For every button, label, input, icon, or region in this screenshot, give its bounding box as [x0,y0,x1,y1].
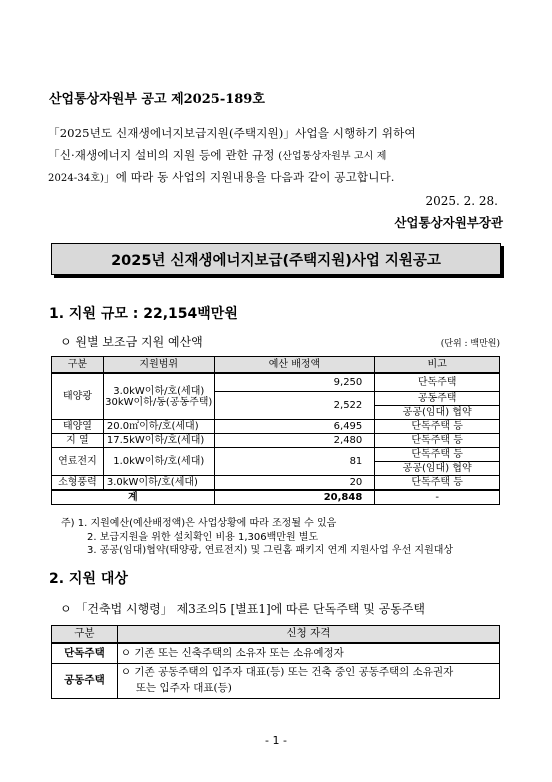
budget-table [51,356,500,505]
qualification-cell: ㅇ 기존 또는 신축주택의 소유자 또는 소유예정자 [117,643,499,664]
footnote-1: 주) 1. 지원예산(예산배정액)은 사업상황에 따라 조정될 수 있음 [61,518,337,529]
table-row [52,420,500,434]
table-row [52,664,500,699]
range-cell: 17.5kW이하/호(세대) [103,434,214,448]
document-title: 2025년 신재생에너지보급(주택지원)사업 지원공고 [51,243,501,275]
note-cell: 단독주택 등 [375,434,500,448]
total-label: 계 [52,490,215,505]
qualification-line: ㅇ 기존 공동주택의 입주자 대표(등) 또는 건축 중인 공동주택의 소유권자 [120,666,454,679]
range-line: 30kW이하/동(공동주택) [105,396,213,408]
footnote-2: 2. 보급지원을 위한 설치확인 비용 1,306백만원 별도 [87,532,319,543]
table-row [52,476,500,491]
table-total-row [52,490,500,505]
eligibility-table [51,625,500,699]
category-cell: 소형풍력 [52,476,104,491]
column-header: 구분 [52,626,118,644]
notice-number: 산업통상자원부 공고 제2025-189호 [49,92,265,107]
column-header: 비고 [375,357,500,374]
range-cell: 1.0kW이하/호(세대) [103,448,214,476]
table-row [52,373,500,392]
page-number: - 1 - [265,734,287,747]
note-cell: 공공(임대) 협약 [375,406,500,420]
category-cell: 태양광 [52,373,104,420]
note-cell: 단독주택 등 [375,448,500,462]
category-cell: 연료전지 [52,448,104,476]
section-1-heading: 1. 지원 규모 : 22,154백만원 [49,306,238,322]
range-cell: 3.0kW이하/호(세대) [103,476,214,491]
budget-cell: 20 [214,476,375,491]
column-header: 구분 [52,357,104,374]
footnote-3: 3. 공공(임대)협약(태양광, 연료전지) 및 그린홈 패키지 연계 지원사업 우선 지원대상 [87,545,454,556]
intro-line-3-text: 」에 따라 동 사업의 지원내용을 다음과 같이 공고합니다. [104,170,395,184]
table-row [52,434,500,448]
total-note: - [375,490,500,505]
notice-date: 2025. 2. 28. [425,194,498,208]
column-header: 예산 배정액 [214,357,375,374]
column-header: 신청 자격 [117,626,499,644]
intro-line-3 [48,169,395,185]
section-2-heading: 2. 지원 대상 [49,571,128,587]
intro-line-2 [48,147,386,163]
type-cell: 공동주택 [52,664,118,699]
range-line: 3.0kW이하/호(세대) [113,385,205,397]
budget-cell: 2,480 [214,434,375,448]
budget-cell: 6,495 [214,420,375,434]
range-cell: 20.0㎡이하/호(세대) [103,420,214,434]
total-budget: 20,848 [214,490,375,505]
category-cell: 태양열 [52,420,104,434]
qualification-cell [117,664,499,699]
note-cell: 단독주택 등 [375,476,500,491]
note-cell: 단독주택 등 [375,420,500,434]
note-cell: 단독주택 [375,373,500,392]
table-row [52,448,500,462]
budget-cell: 81 [214,448,375,476]
intro-line-2-text: 「신·재생에너지 설비의 지원 등에 관한 규정 [48,148,279,162]
issuer: 산업통상자원부장관 [394,215,503,230]
section-2-subheading: ㅇ 「건축법 시행령」 제3조의5 [별표1]에 따른 단독주택 및 공동주택 [60,602,425,616]
budget-cell: 9,250 [214,373,375,392]
qualification-line: 또는 입주자 대표(등) [135,682,232,694]
category-cell: 지 열 [52,434,104,448]
type-cell: 단독주택 [52,643,118,664]
unit-note: (단위 : 백만원) [440,339,500,349]
column-header: 지원범위 [103,357,214,374]
table-row [52,643,500,664]
table-header-row [52,357,500,374]
note-cell: 공동주택 [375,392,500,406]
range-cell [103,373,214,420]
section-1-subheading: ㅇ 원별 보조금 지원 예산액 [60,335,203,349]
intro-line-1: 「2025년도 신재생에너지보급지원(주택지원)」사업을 시행하기 위하여 [48,126,416,140]
table-header-row [52,626,500,644]
budget-cell: 2,522 [214,392,375,420]
note-cell: 공공(임대) 협약 [375,462,500,476]
intro-line-3-reference: 2024-34호) [48,173,105,184]
intro-line-2-reference: (산업통상자원부 고시 제 [278,151,387,162]
